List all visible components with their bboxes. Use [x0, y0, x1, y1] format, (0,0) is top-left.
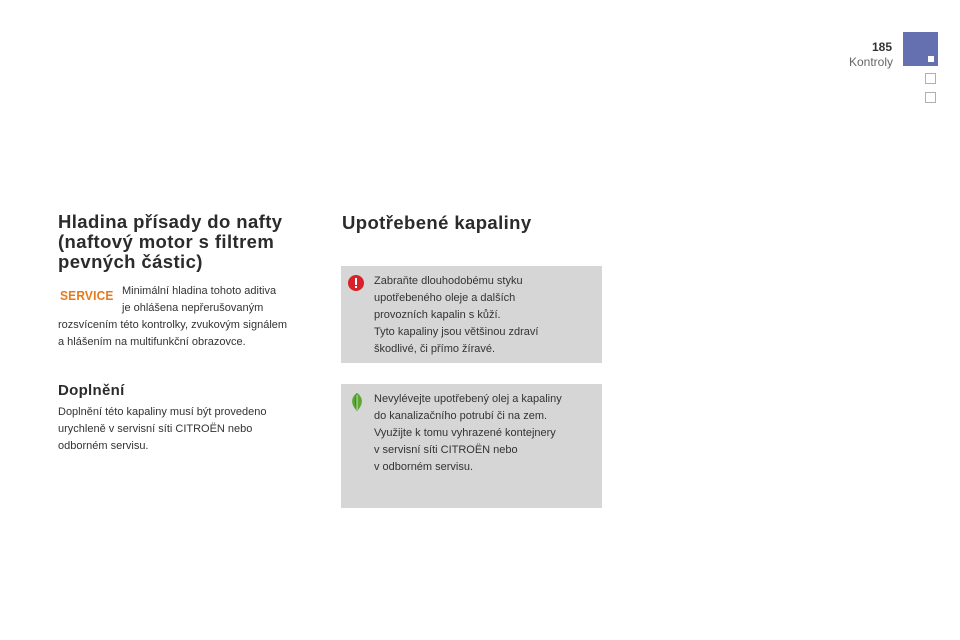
text-line: Minimální hladina tohoto aditiva [122, 285, 277, 297]
text-line: v servisní síti CITROËN nebo [374, 444, 518, 456]
used-fluids-title: Upotřebené kapaliny [342, 212, 532, 233]
text-line: Doplnění této kapaliny musí být provedeno [58, 406, 267, 418]
service-warning-icon: SERVICE [60, 288, 114, 303]
warning-exclamation-icon [348, 275, 364, 291]
text-line: v odborném servisu. [374, 461, 474, 473]
text-line: rozsvícením této kontrolky, zvukovým signálem [58, 319, 288, 331]
text-line: a hlášením na multifunkční obrazovce. [58, 336, 246, 348]
page-number: 185 [871, 40, 892, 54]
chapter-tab [925, 73, 936, 84]
environment-leaf-icon [349, 392, 365, 412]
text-line: upotřebeného oleje a dalších [374, 292, 516, 304]
refill-text [58, 404, 318, 455]
text-line: Využijte k tomu vyhrazené kontejnery [374, 427, 556, 439]
warning-box [341, 266, 602, 363]
text-line: Tyto kapaliny jsou většinou zdraví [374, 326, 539, 338]
text-line: Zabraňte dlouhodobému styku [374, 275, 523, 287]
additive-level-title [58, 212, 328, 272]
environment-text [374, 391, 596, 476]
text-line: urychleně v servisní síti CITROËN nebo [58, 423, 253, 435]
text-line: provozních kapalin s kůží. [374, 309, 501, 321]
title-line: (naftový motor s filtrem [58, 231, 275, 252]
text-line: škodlivé, či přímo žíravé. [374, 343, 496, 355]
chapter-tab [925, 92, 936, 103]
environment-box [341, 384, 602, 508]
text-line: odborném servisu. [58, 440, 149, 452]
text-line: do kanalizačního potrubí či na zem. [374, 410, 548, 422]
title-line: pevných částic) [58, 251, 203, 272]
chapter-tab-active [903, 32, 938, 66]
refill-title: Doplnění [58, 382, 125, 399]
text-line: je ohlášena nepřerušovaným [122, 302, 264, 314]
warning-text [374, 273, 596, 358]
section-name: Kontroly [848, 55, 893, 69]
text-line: Nevylévejte upotřebený olej a kapaliny [374, 393, 562, 405]
tab-marker [928, 56, 934, 62]
title-line: Hladina přísady do nafty [58, 211, 283, 232]
additive-level-text [58, 283, 328, 351]
